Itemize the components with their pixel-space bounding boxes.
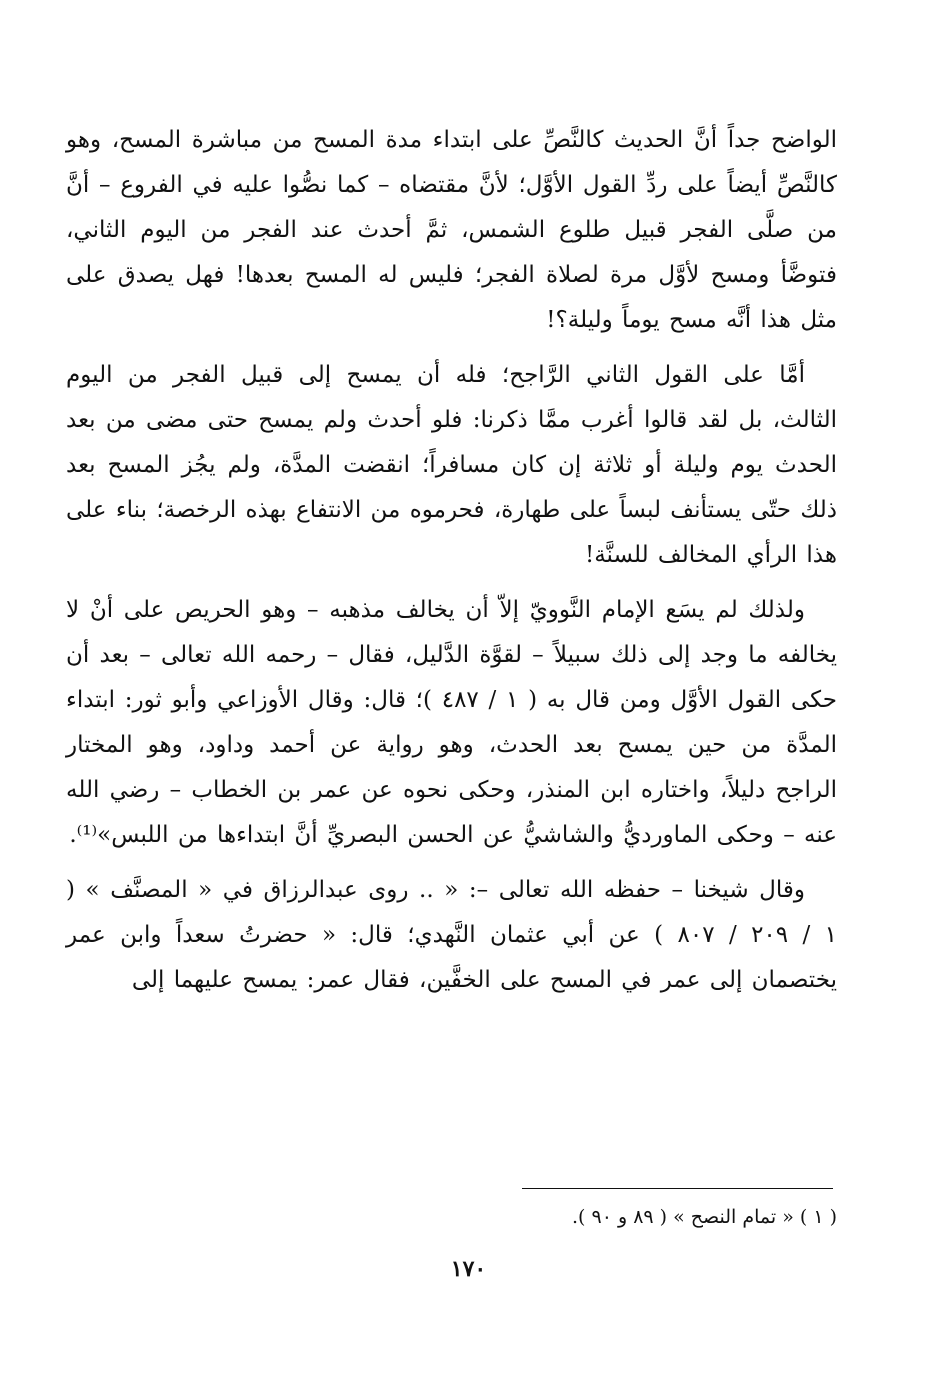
main-text: [66, 118, 837, 1013]
footnote-divider: [522, 1188, 833, 1189]
page-number: ١٧٠: [450, 1256, 487, 1282]
paragraph-2: أمَّا على القول الثاني الرَّاجح؛ فله أن يمسح إلى قبيل الفجر من اليوم الثالث، بل لقد قالوا أغرب ممَّا ذكرنا: فلو أحدث ولم يمسح حتى مضى من بعد الحدث يوم وليلة أو ثلاثة إن كان مسافراً؛ انقضت المدَّة، ولم يجُز المسح بعد ذلك حتّى يستأنف لبساً على طهارة، فحرموه من الانتفاع بهذه الرخصة؛ بناء على هذا الرأي المخالف للسنَّة!: [66, 362, 837, 568]
paragraph-4: وقال شيخنا – حفظه الله تعالى –: « .. روى عبدالرزاق في « المصنَّف » ( ١ / ٢٠٩ / ٨٠٧ ) عن أبي عثمان النَّهدي؛ قال: « حضرتُ سعداً وابن عمر يختصمان إلى عمر في المسح على الخفَّين، فقال عمر: يمسح عليهما إلى: [66, 877, 838, 993]
paragraph-3: ولذلك لم يسَع الإمام النَّوويّ إلاّ أن يخالف مذهبه – وهو الحريص على أنْ لا يخالفه ما وجد إلى ذلك سبيلاً – لقوَّة الدَّليل، فقال – رحمه الله تعالى – بعد أن حكى القول الأوَّل ومن قال به ( ١ / ٤٨٧ )؛ قال: وقال الأوزاعي وأبو ثور: ابتداء المدَّة من حين يمسح بعد الحدث، وهو رواية عن أحمد وداود، وهو المختار الراجح دليلاً، واختاره ابن المنذر، وحكى نحوه عن عمر بن الخطاب – رضي الله عنه – وحكى الماورديُّ والشاشيُّ عن الحسن البصريِّ أنَّ ابتداءها من اللبس»⁽¹⁾.: [66, 597, 837, 848]
footnote: ( ١ ) « تمام النصح » ( ٨٩ و ٩٠ ).: [572, 1206, 837, 1228]
paragraph-1: الواضح جداً أنَّ الحديث كالنَّصِّ على ابتداء مدة المسح من مباشرة المسح، وهو كالنَّصِّ أيضاً على ردِّ القول الأوَّل؛ لأنَّ مقتضاه – كما نصُّوا عليه في الفروع – أنَّ من صلَّى الفجر قبيل طلوع الشمس، ثمَّ أحدث عند الفجر من اليوم الثاني، فتوضَّأ ومسح لأوَّل مرة لصلاة الفجر؛ فليس له المسح بعدها! فهل يصدق على مثل هذا أنَّه مسح يوماً وليلة؟!: [66, 127, 837, 333]
